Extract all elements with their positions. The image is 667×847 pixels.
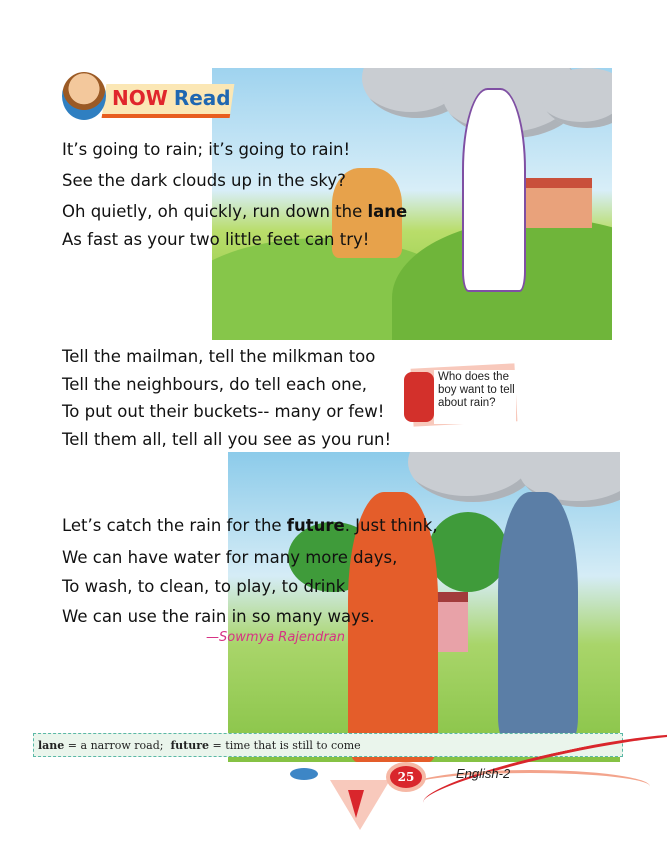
poem-line: Tell the mailman, tell the milkman too	[62, 347, 376, 366]
poem-line: We can use the rain in so many ways.	[62, 607, 375, 626]
poem-text: Let’s catch the rain for the	[62, 516, 287, 535]
page-number: 25	[390, 766, 422, 788]
poem-text: Oh quietly, oh quickly, run down the	[62, 202, 368, 221]
poem-author: —Sowmya Rajendran	[206, 630, 345, 645]
poem-line: To put out their buckets-- many or few!	[62, 402, 385, 421]
poem-line: We can have water for many more days,	[62, 548, 398, 567]
question-text: Who does the boy want to tell about rain?	[438, 371, 515, 409]
page-footer	[290, 760, 667, 840]
glossary-box	[33, 733, 623, 757]
glossary-term: future	[170, 739, 210, 752]
glossary-word: future	[286, 516, 345, 535]
poem-line	[62, 518, 438, 535]
poem-line	[62, 204, 407, 221]
glossary-definition: = time that is still to come	[209, 739, 361, 752]
question-box	[400, 366, 516, 428]
poem-line: It’s going to rain; it’s going to rain!	[62, 140, 351, 159]
poem-line: To wash, to clean, to play, to drink	[62, 577, 346, 596]
read-label: Read	[173, 86, 231, 110]
glossary-word: lane	[367, 202, 408, 221]
kid-with-microphone-icon	[404, 372, 434, 422]
reading-boy-icon	[62, 72, 106, 120]
now-read-logo	[60, 70, 240, 122]
now-label: NOW	[112, 86, 168, 110]
book-title: English-2	[456, 766, 511, 781]
poem-text: . Just think,	[344, 516, 438, 535]
poem-line: As fast as your two little feet can try!	[62, 230, 370, 249]
glossary-term: lane	[38, 739, 65, 752]
airplane-icon	[290, 768, 318, 780]
poem-line: Tell them all, tell all you see as you run!	[62, 430, 392, 449]
poem-line: Tell the neighbours, do tell each one,	[62, 375, 368, 394]
poem-line: See the dark clouds up in the sky?	[62, 171, 346, 190]
glossary-definition: = a narrow road;	[64, 739, 171, 752]
